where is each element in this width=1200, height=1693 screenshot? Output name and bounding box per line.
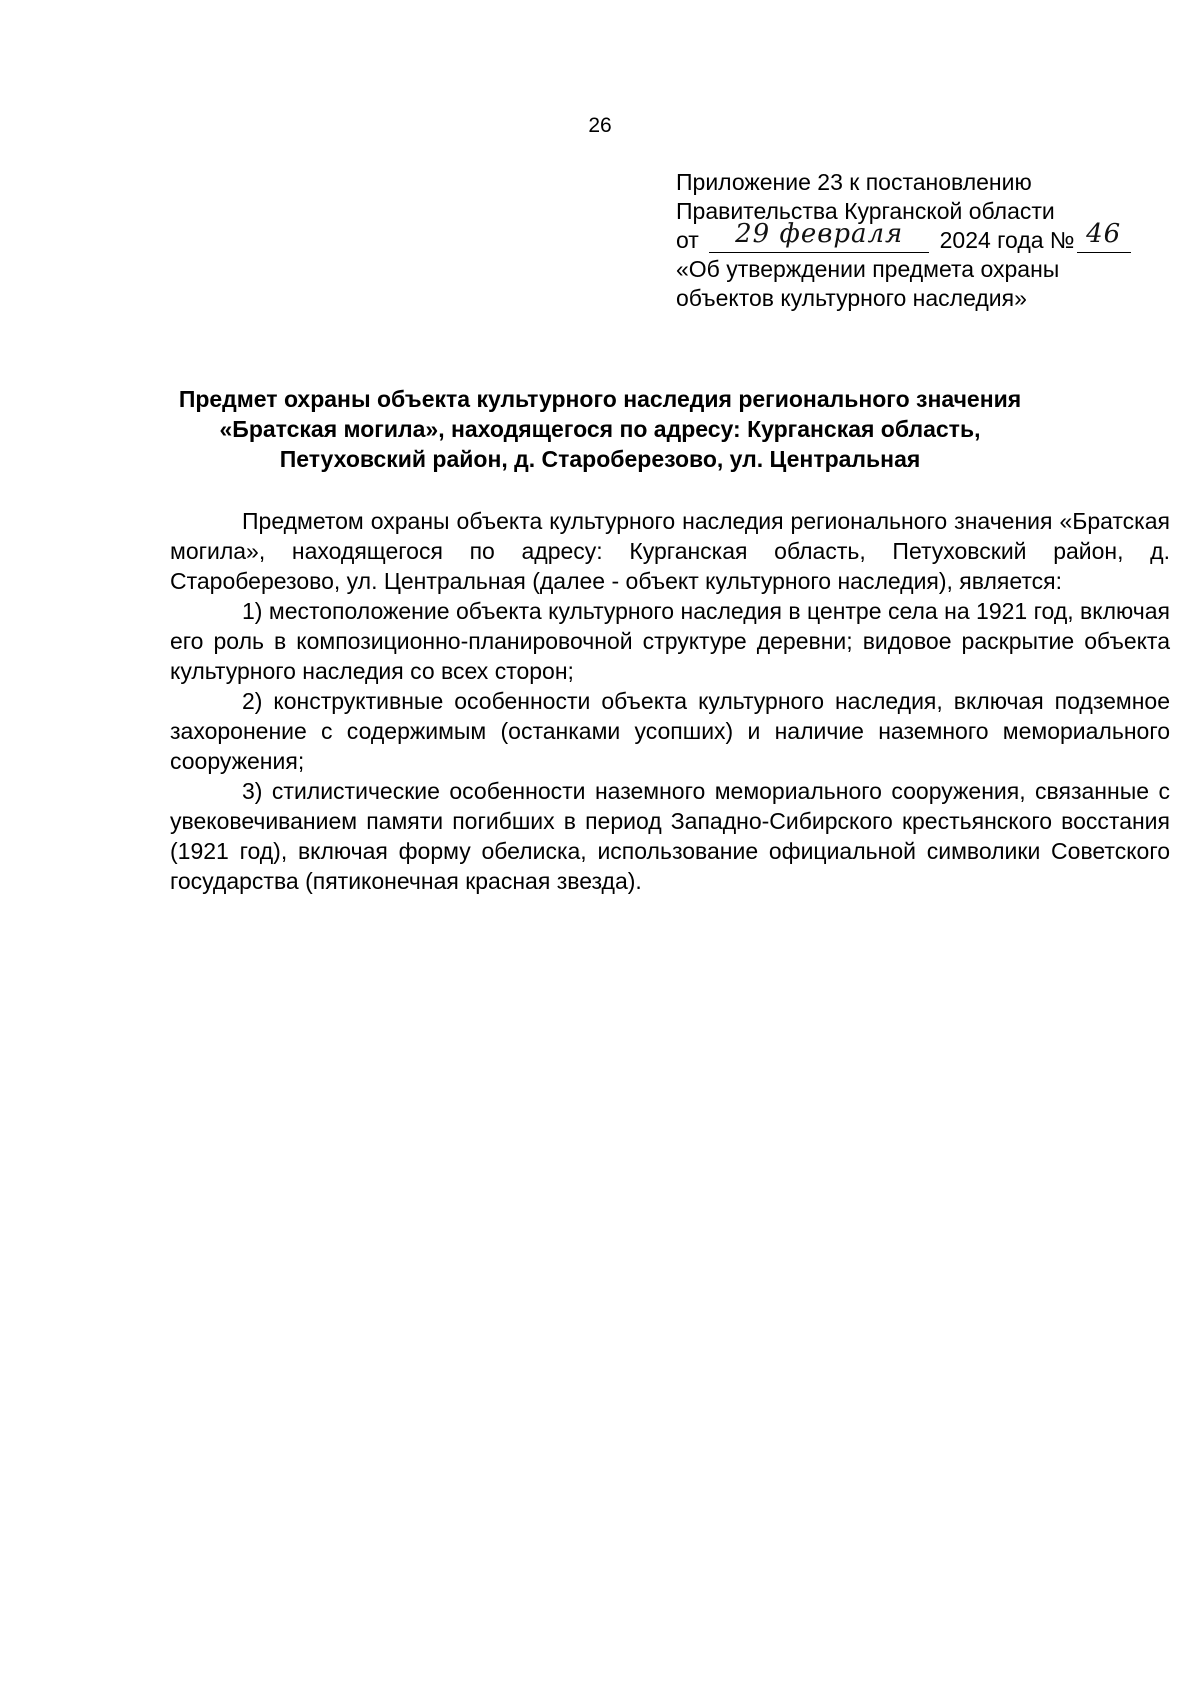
appendix-date-prefix: от (676, 227, 706, 253)
appendix-header (676, 168, 1146, 313)
title-line-3: Петуховский район, д. Староберезово, ул. Центральная (279, 446, 921, 472)
handwritten-date: 29 февраля (735, 219, 904, 249)
appendix-line-3 (676, 219, 1146, 255)
appendix-year-number-label: 2024 года № (933, 227, 1075, 253)
list-item-2: 2) конструктивные особенности объекта культурного наследия, включая подземное захоронение с содержимым (останками усопших) и наличие наземного мемориального сооружения; (170, 688, 1170, 774)
handwritten-date-field (709, 219, 929, 253)
appendix-line-1: Приложение 23 к постановлению (676, 169, 1032, 195)
appendix-line-2: Правительства Курганской области (676, 198, 1055, 224)
page-number: 26 (588, 114, 612, 137)
appendix-line-4: «Об утверждении предмета охраны (676, 256, 1060, 282)
list-item-1: 1) местоположение объекта культурного наследия в центре села на 1921 год, включая его роль в композиционно-планировочной структуре деревни; видовое раскрытие объекта культурного наследия со всех сторон; (170, 598, 1170, 684)
title-line-2: «Братская могила», находящегося по адресу: Курганская область, (219, 416, 981, 442)
handwritten-number-field (1077, 219, 1131, 253)
document-title (150, 384, 1050, 474)
document-body (170, 506, 1170, 896)
appendix-line-5: объектов культурного наследия» (676, 285, 1027, 311)
handwritten-number: 46 (1086, 219, 1122, 249)
list-item-3: 3) стилистические особенности наземного мемориального сооружения, связанные с увековечиванием памяти погибших в период Западно-Сибирского крестьянского восстания (1921 год), включая форму обелиска, использование официальной символики Советского государства (пятиконечная красная звезда). (170, 778, 1170, 894)
title-line-1: Предмет охраны объекта культурного наследия регионального значения (178, 386, 1022, 412)
intro-paragraph: Предметом охраны объекта культурного наследия регионального значения «Братская могила», находящегося по адресу: Курганская область, Петуховский район, д. Староберезово, ул. Центральная (далее - объект культурного наследия), является: (170, 508, 1170, 594)
